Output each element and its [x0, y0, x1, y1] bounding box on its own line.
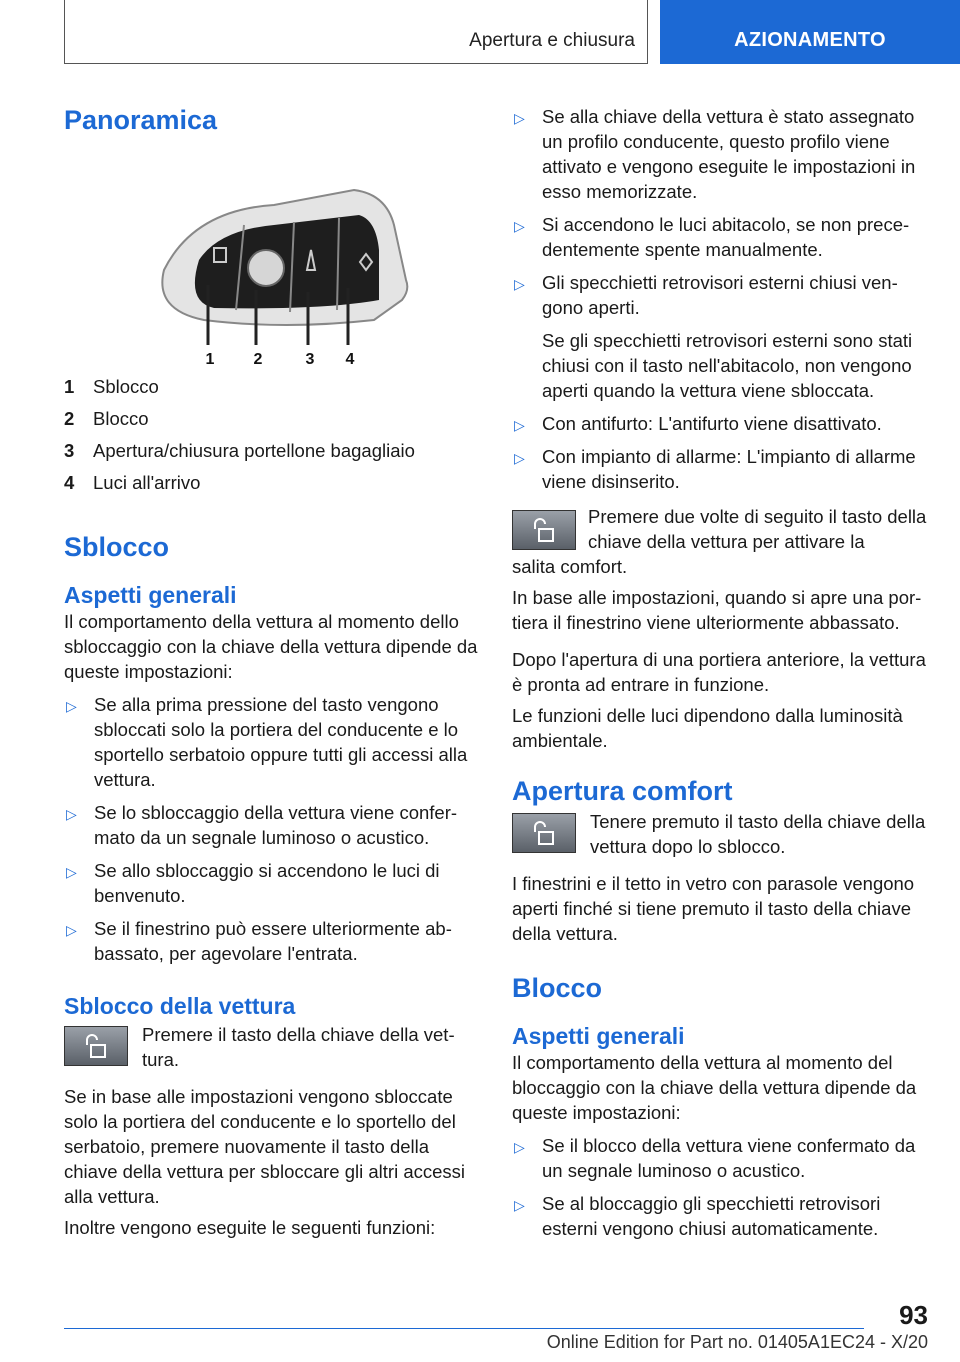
heading-aspetti-generali-2: Aspetti generali [512, 1023, 685, 1049]
callout-4: 4 [345, 351, 355, 368]
icon-instruction: Premere due volte di seguito il tasto della chiave della vettura per attivare la [588, 506, 927, 552]
paragraph: Se in base alle impostazioni vengono sbloccate solo la portiera del conducente e lo sportello del serbatoio, premere nuovamente il tasto della chiave della vettura per sbloccare gli altri accessi alla vettura. [64, 1086, 466, 1207]
triangle-bullet-icon: ▷ [514, 110, 525, 126]
callout-1: 1 [205, 351, 215, 368]
header-section: Apertura e chiusura [469, 30, 635, 51]
list-item: ▷ Con antifurto: L'antifurto viene disattivato. [512, 411, 928, 436]
paragraph: In base alle impostazioni, quando si apre una portiera il finestrino viene ulteriormente abbassato. [512, 587, 922, 633]
heading-apertura-comfort: Apertura comfort [512, 776, 733, 806]
page-number: 93 [899, 1300, 928, 1330]
title-panoramica: Panoramica [64, 105, 218, 135]
list-item: ▷ Se alla chiave della vettura è stato assegnato un profilo conducente, questo profilo viene attivato e vengono eseguite le impostazioni in esso memorizzate. [514, 106, 916, 202]
triangle-bullet-icon: ▷ [514, 218, 525, 234]
paragraph: Il comportamento della vettura al momento del bloccaggio con la chiave della vettura dipende da queste impostazioni: [512, 1052, 917, 1123]
intro-text: Il comportamento della vettura al momento dello sbloccaggio con la chiave della vettura dipende da queste impostazioni: [64, 611, 478, 682]
paragraph: Inoltre vengono eseguite le seguenti funzioni: [64, 1217, 436, 1238]
callout-3: 3 [305, 351, 315, 368]
paragraph: I finestrini e il tetto in vetro con parasole vengono aperti finché si tiene premuto il tasto della chiave della vettura. [512, 873, 915, 944]
heading-aspetti-generali: Aspetti generali [64, 582, 237, 608]
key-fob-illustration [124, 180, 424, 370]
left-column [64, 104, 480, 1240]
bmw-logo-icon [248, 250, 284, 286]
list-item: ▷ Gli specchietti retrovisori esterni chiusi vengono aperti. [514, 272, 898, 318]
triangle-bullet-icon: ▷ [514, 417, 525, 433]
unlock-button-icon [512, 813, 576, 853]
right-column [512, 104, 928, 1241]
list-item: ▷ Se alla prima pressione del tasto vengono sbloccati solo la portiera del conducente e lo sportello serbatoio oppure tutti gli accessi alla vettura. [66, 694, 468, 790]
legend-item: 3 Apertura/chiusura portellone bagagliaio [64, 440, 415, 461]
list-item: ▷ Se il finestrino può essere ulteriormente abbassato, per agevolare l'entrata. [66, 918, 452, 964]
list-item: ▷ Se lo sbloccaggio della vettura viene confermato da un segnale luminoso o acustico. [66, 802, 458, 848]
triangle-bullet-icon: ▷ [66, 806, 77, 822]
list-item: ▷ Si accendono le luci abitacolo, se non precedentemente spente manualmente. [514, 214, 910, 260]
list-item: ▷ Se allo sbloccaggio si accendono le luci di benvenuto. [66, 860, 440, 906]
footer-rule [64, 1328, 864, 1329]
legend-item: 1 Sblocco [64, 376, 159, 397]
paragraph: Le funzioni delle luci dipendono dalla luminosità ambientale. [512, 705, 903, 751]
heading-sblocco-vettura: Sblocco della vettura [64, 993, 296, 1019]
sub-note: Se gli specchietti retrovisori esterni sono stati chiusi con il tasto nell'abitacolo, non vengono aperti quando la vettura viene sbloccata. [542, 330, 913, 401]
triangle-bullet-icon: ▷ [514, 450, 525, 466]
callout-2: 2 [253, 351, 263, 368]
heading-blocco: Blocco [512, 973, 603, 1003]
list-item: ▷ Con impianto di allarme: L'impianto di allarme viene disinserito. [514, 446, 916, 492]
header-tab[interactable]: AZIONAMENTO [660, 0, 960, 64]
legend-list [64, 374, 480, 495]
icon-instruction-cont: salita comfort. [512, 556, 628, 577]
legend-item: 4 Luci all'arrivo [64, 472, 201, 493]
unlock-button-icon [64, 1026, 128, 1066]
heading-sblocco: Sblocco [64, 532, 170, 562]
unlock-button-icon [512, 510, 576, 550]
icon-instruction: Premere il tasto della chiave della vettura. [142, 1024, 455, 1070]
triangle-bullet-icon: ▷ [514, 276, 525, 292]
icon-instruction: Tenere premuto il tasto della chiave della vettura dopo lo sblocco. [590, 811, 926, 857]
triangle-bullet-icon: ▷ [514, 1197, 525, 1213]
triangle-bullet-icon: ▷ [66, 922, 77, 938]
paragraph: Dopo l'apertura di una portiera anteriore, la vettura è pronta ad entrare in funzione. [512, 649, 926, 695]
triangle-bullet-icon: ▷ [66, 864, 77, 880]
list-item: ▷ Se il blocco della vettura viene confermato da un segnale luminoso o acustico. [514, 1135, 916, 1181]
list-item: ▷ Se al bloccaggio gli specchietti retrovisori esterni vengono chiusi automaticamente. [514, 1193, 881, 1239]
legend-item: 2 Blocco [64, 408, 149, 429]
triangle-bullet-icon: ▷ [66, 698, 77, 714]
triangle-bullet-icon: ▷ [514, 1139, 525, 1155]
footer-edition: Online Edition for Part no. 01405A1EC24 - X/20 [546, 1332, 928, 1352]
